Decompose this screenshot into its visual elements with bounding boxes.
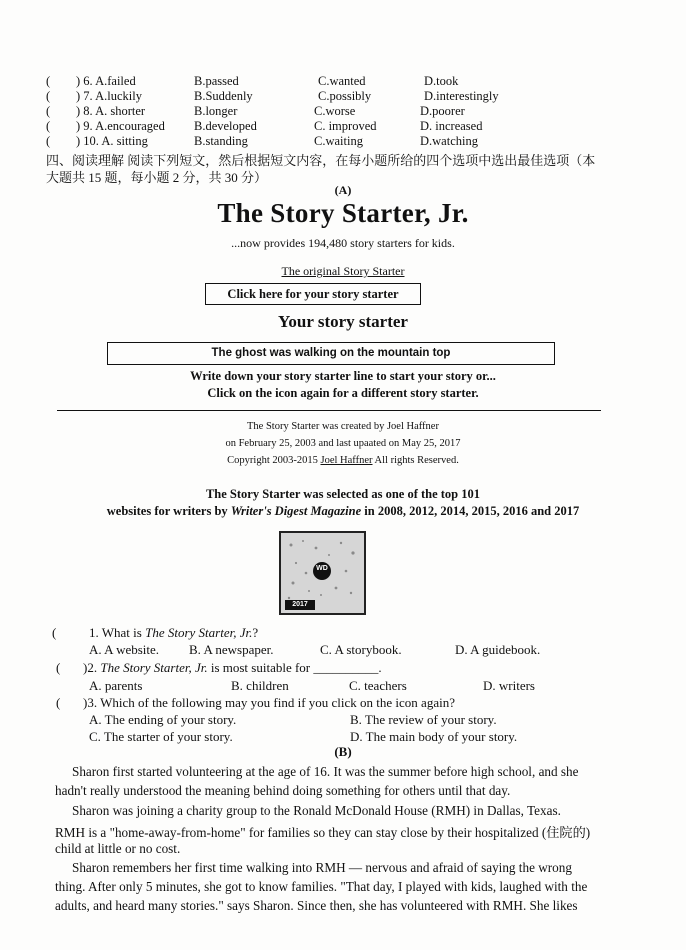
badge-year: 2017 (292, 601, 308, 608)
site-title: The Story Starter, Jr. (217, 198, 469, 228)
option-a: ) 10. A. sitting (76, 134, 148, 148)
option-c: C. improved (314, 119, 377, 133)
answer-paren: ( (46, 104, 51, 118)
passage-line: adults, and heard many stories." says Sharon. Since then, she has volunteered with RMH. She likes (55, 898, 578, 913)
option-d: D.interestingly (424, 89, 499, 103)
q1-suffix: ? (252, 625, 259, 640)
author-link[interactable]: Joel Haffner (320, 455, 373, 466)
click-story-starter-button[interactable]: Click here for your story starter (205, 283, 421, 305)
q2-option: B. children (231, 678, 289, 693)
q3-option: D. The main body of your story. (350, 729, 518, 744)
option-a: ) 7. A.luckily (76, 89, 142, 103)
q1-option: D. A guidebook. (455, 642, 541, 657)
original-story-starter-link-wrap (0, 262, 686, 280)
section-instruction-line1: 四、阅读理解 阅读下列短文，然后根据短文内容，在每小题所给的四个选项中选出最佳选项（本 (46, 153, 596, 168)
option-b: B.developed (194, 119, 257, 133)
selected-prefix: websites for writers by (106, 504, 231, 518)
option-d: D.watching (420, 134, 478, 148)
q3-stem: )3. Which of the following may you find if you click on the icon again? (83, 695, 455, 710)
passage-line: child at little or no cost. (55, 841, 181, 856)
q2-suffix: is most suitable for (207, 660, 314, 675)
q2-paren: ( (56, 660, 61, 675)
passage-line: Sharon remembers her first time walking into RMH — nervous and afraid of saying the wrong (72, 860, 572, 875)
passage-b-label: (B) (334, 744, 352, 759)
q2-prefix: )2. (83, 660, 101, 675)
q3-paren: ( (56, 695, 61, 710)
q2-stem (83, 660, 382, 676)
copyright-suffix: All rights Reserved. (372, 455, 459, 466)
q3-option: C. The starter of your story. (89, 729, 233, 744)
q2-italic: The Story Starter, Jr. (100, 660, 208, 675)
story-starter-display: The ghost was walking on the mountain top (107, 342, 555, 365)
original-story-starter-link[interactable]: The original Story Starter (281, 264, 405, 278)
q1-option: C. A storybook. (320, 642, 402, 657)
q1-prefix: 1. What is (89, 625, 146, 640)
q1-paren: ( (52, 625, 57, 640)
q2-option: D. writers (483, 678, 535, 693)
q1-stem (89, 625, 258, 641)
instruction-line1: Write down your story starter line to start your story or... (190, 369, 496, 383)
option-b: B.longer (194, 104, 238, 118)
option-b: B.Suddenly (194, 89, 253, 103)
answer-paren: ( (46, 134, 51, 148)
cloze-row (46, 104, 646, 119)
credit-line1: The Story Starter was created by Joel Haffner (247, 421, 439, 432)
q2-option: C. teachers (349, 678, 407, 693)
badge-letters: WD (316, 565, 328, 572)
option-a: ) 6. A.failed (76, 74, 136, 88)
selected-line2 (0, 504, 686, 519)
option-b: B.standing (194, 134, 248, 148)
cloze-row (46, 89, 646, 104)
passage-line: Sharon first started volunteering at the age of 16. It was the summer before high school, and she (72, 764, 579, 779)
q3-option: A. The ending of your story. (89, 712, 237, 727)
cloze-row (46, 119, 646, 134)
q1-option: A. A website. (89, 642, 160, 657)
credit-line2: on February 25, 2003 and last upaated on May 25, 2017 (225, 438, 461, 449)
option-a: ) 9. A.encouraged (76, 119, 165, 133)
passage-line: thing. After only 5 minutes, she got to know families. "That day, I played with kids, laughed with the (55, 879, 588, 894)
q2-blank: __________. (313, 660, 382, 675)
q1-option: B. A newspaper. (189, 642, 274, 657)
writers-digest-badge-image[interactable] (279, 531, 366, 615)
passage-a-label: (A) (334, 183, 352, 197)
divider (57, 410, 601, 411)
option-c: C.possibly (318, 89, 372, 103)
option-d: D.poorer (420, 104, 465, 118)
instruction-line2: Click on the icon again for a different story starter. (207, 386, 479, 400)
cloze-row (46, 134, 646, 149)
answer-paren: ( (46, 89, 51, 103)
option-b: B.passed (194, 74, 239, 88)
q2-option: A. parents (89, 678, 143, 693)
option-c: C.worse (314, 104, 356, 118)
passage-line: hadn't really understood the meaning behind doing something for others until that day. (55, 783, 511, 798)
your-story-starter-heading: Your story starter (278, 312, 408, 331)
magazine-name: Writer's Digest Magazine (230, 504, 362, 518)
answer-paren: ( (46, 119, 51, 133)
selected-suffix: in 2008, 2012, 2014, 2015, 2016 and 2017 (361, 504, 580, 518)
copyright-prefix: Copyright 2003-2015 (227, 455, 321, 466)
option-c: C.wanted (318, 74, 366, 88)
q1-italic: The Story Starter, Jr. (145, 625, 253, 640)
selected-line1: The Story Starter was selected as one of the top 101 (205, 487, 481, 501)
copyright-line (0, 455, 686, 466)
option-a: ) 8. A. shorter (76, 104, 146, 118)
passage-line: RMH is a "home-away-from-home" for families so they can stay close by their hospitalized (住院的) (55, 825, 591, 840)
option-c: C.waiting (314, 134, 363, 148)
answer-paren: ( (46, 74, 51, 88)
option-d: D. increased (420, 119, 483, 133)
section-instruction-line2: 大题共 15 题，每小题 2 分，共 30 分） (46, 170, 268, 185)
cloze-row (46, 74, 646, 89)
passage-line: Sharon was joining a charity group to the Ronald McDonald House (RMH) in Dallas, Texas. (72, 803, 561, 818)
q3-option: B. The review of your story. (350, 712, 497, 727)
site-subtitle: ...now provides 194,480 story starters for kids. (231, 236, 455, 250)
option-d: D.took (424, 74, 459, 88)
